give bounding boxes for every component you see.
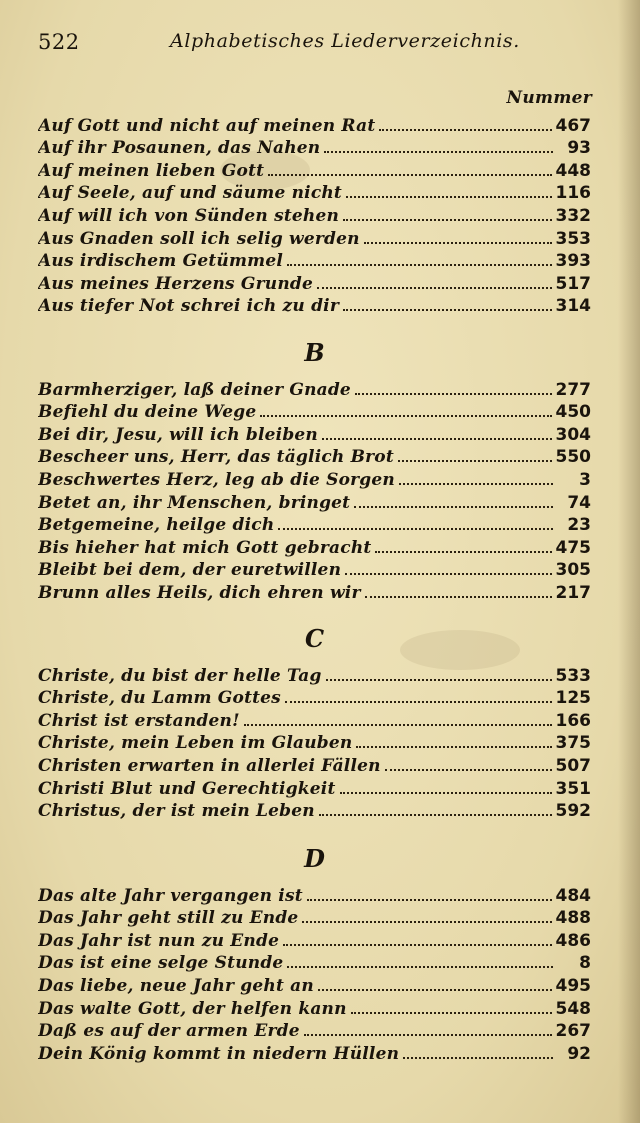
index-entry xyxy=(38,928,591,951)
index-entry xyxy=(38,558,591,581)
hymn-number: 495 xyxy=(555,975,591,996)
leader-dots xyxy=(351,1012,552,1014)
hymn-title: Bleibt bei dem, der euretwillen xyxy=(38,560,342,581)
index-entry xyxy=(38,951,591,974)
leader-dots xyxy=(318,989,552,991)
index-entry xyxy=(38,467,591,490)
hymn-number: 548 xyxy=(555,998,591,1019)
hymn-number: 550 xyxy=(555,447,591,468)
hymn-number: 277 xyxy=(555,379,591,400)
hymn-number: 448 xyxy=(555,160,591,181)
hymn-number: 267 xyxy=(555,1021,591,1042)
hymn-title: Das ist eine selge Stunde xyxy=(38,953,284,974)
hymn-title: Bescheer uns, Herr, das täglich Brot xyxy=(38,447,394,468)
leader-dots xyxy=(343,309,552,311)
section-letter-b: B xyxy=(304,338,325,367)
hymn-title: Betgemeine, heilge dich xyxy=(38,515,275,536)
hymn-number: 375 xyxy=(555,733,591,754)
hymn-number: 92 xyxy=(567,1043,591,1064)
section-letter-d: D xyxy=(304,844,325,873)
hymn-title: Bis hieher hat mich Gott gebracht xyxy=(38,537,372,558)
index-entry xyxy=(38,226,591,249)
index-entry xyxy=(38,513,591,536)
hymn-title: Dein König kommt in niedern Hüllen xyxy=(38,1043,400,1064)
hymn-title: Auf Gott und nicht auf meinen Rat xyxy=(38,115,376,136)
leader-dots xyxy=(365,596,552,598)
hymn-number: 351 xyxy=(555,778,591,799)
hymn-title: Auf meinen lieben Gott xyxy=(38,160,265,181)
page-edge-shadow xyxy=(618,0,640,1123)
hymn-title: Das alte Jahr vergangen ist xyxy=(38,885,303,906)
leader-dots xyxy=(326,679,552,681)
hymn-title: Christen erwarten in allerlei Fällen xyxy=(38,755,381,776)
leader-dots xyxy=(385,769,552,771)
index-entry xyxy=(38,776,591,799)
hymn-number: 475 xyxy=(555,537,591,558)
index-entry xyxy=(38,731,591,754)
hymn-number: 125 xyxy=(555,688,591,709)
hymn-title: Aus meines Herzens Grunde xyxy=(38,273,314,294)
index-entry xyxy=(38,377,591,400)
index-entry xyxy=(38,294,591,317)
leader-dots xyxy=(285,701,552,703)
index-entry xyxy=(38,1019,591,1042)
hymn-title: Christus, der ist mein Leben xyxy=(38,801,315,822)
leader-dots xyxy=(283,944,551,946)
leader-dots xyxy=(399,483,553,485)
index-entry xyxy=(38,753,591,776)
section-c-entries xyxy=(38,663,591,821)
hymn-title: Christ ist erstanden! xyxy=(38,710,240,731)
hymn-number: 517 xyxy=(555,273,591,294)
hymn-number: 304 xyxy=(555,424,591,445)
section-a-entries xyxy=(38,113,591,316)
leader-dots xyxy=(287,966,553,968)
hymn-title: Brunn alles Heils, dich ehren wir xyxy=(38,582,361,603)
index-entry xyxy=(38,996,591,1019)
hymn-number: 74 xyxy=(567,492,591,513)
hymn-number: 332 xyxy=(555,205,591,226)
hymn-number: 116 xyxy=(555,183,591,204)
hymn-title: Das Jahr geht still zu Ende xyxy=(38,908,299,929)
hymn-title: Daß es auf der armen Erde xyxy=(38,1021,300,1042)
hymn-title: Aus irdischem Getümmel xyxy=(38,251,283,272)
hymn-number: 393 xyxy=(555,251,591,272)
index-entry xyxy=(38,136,591,159)
hymn-title: Christe, du Lamm Gottes xyxy=(38,688,281,709)
leader-dots xyxy=(364,242,552,244)
index-entry xyxy=(38,535,591,558)
hymn-title: Betet an, ihr Menschen, bringet xyxy=(38,492,351,513)
hymn-title: Christe, mein Leben im Glauben xyxy=(38,733,353,754)
hymn-number: 217 xyxy=(555,582,591,603)
index-entry xyxy=(38,400,591,423)
leader-dots xyxy=(268,174,551,176)
hymn-title: Das Jahr ist nun zu Ende xyxy=(38,930,280,951)
hymn-number: 486 xyxy=(555,930,591,951)
hymn-title: Aus tiefer Not schrei ich zu dir xyxy=(38,296,339,317)
leader-dots xyxy=(375,551,551,553)
index-entry xyxy=(38,883,591,906)
hymn-title: Auf ihr Posaunen, das Nahen xyxy=(38,138,321,159)
hymn-number: 8 xyxy=(579,953,591,974)
index-entry xyxy=(38,271,591,294)
hymn-title: Auf will ich von Sünden stehen xyxy=(38,205,340,226)
hymn-title: Christi Blut und Gerechtigkeit xyxy=(38,778,336,799)
index-entry xyxy=(38,906,591,929)
page-header xyxy=(38,30,592,64)
leader-dots xyxy=(398,460,552,462)
hymn-number: 484 xyxy=(555,885,591,906)
leader-dots xyxy=(324,151,553,153)
index-entry xyxy=(38,663,591,686)
index-entry xyxy=(38,686,591,709)
leader-dots xyxy=(403,1057,553,1059)
index-entry xyxy=(38,422,591,445)
index-entry xyxy=(38,445,591,468)
hymn-number: 93 xyxy=(567,138,591,159)
hymn-number: 3 xyxy=(579,469,591,490)
leader-dots xyxy=(304,1034,552,1036)
running-title: Alphabetisches Liederverzeichnis. xyxy=(170,30,520,52)
hymn-title: Befiehl du deine Wege xyxy=(38,402,257,423)
index-entry xyxy=(38,1041,591,1064)
hymn-number: 23 xyxy=(567,515,591,536)
column-heading-number: Nummer xyxy=(506,88,592,108)
hymn-number: 533 xyxy=(555,665,591,686)
hymn-title: Aus Gnaden soll ich selig werden xyxy=(38,228,360,249)
hymn-number: 166 xyxy=(555,710,591,731)
leader-dots xyxy=(354,506,553,508)
leader-dots xyxy=(319,814,552,816)
hymn-number: 507 xyxy=(555,755,591,776)
hymn-title: Christe, du bist der helle Tag xyxy=(38,665,322,686)
hymn-title: Das walte Gott, der helfen kann xyxy=(38,998,347,1019)
leader-dots xyxy=(260,415,551,417)
leader-dots xyxy=(343,219,551,221)
hymn-title: Das liebe, neue Jahr geht an xyxy=(38,975,314,996)
leader-dots xyxy=(345,573,551,575)
section-d-entries xyxy=(38,883,591,1064)
leader-dots xyxy=(379,129,551,131)
leader-dots xyxy=(244,724,552,726)
section-b-entries xyxy=(38,377,591,603)
index-entry xyxy=(38,490,591,513)
index-entry xyxy=(38,580,591,603)
leader-dots xyxy=(356,746,551,748)
leader-dots xyxy=(346,196,552,198)
index-entry xyxy=(38,113,591,136)
leader-dots xyxy=(322,438,552,440)
hymn-title: Bei dir, Jesu, will ich bleiben xyxy=(38,424,318,445)
index-entry xyxy=(38,799,591,822)
hymn-title: Auf Seele, auf und säume nicht xyxy=(38,183,342,204)
section-letter-c: C xyxy=(304,624,325,653)
hymn-number: 305 xyxy=(555,560,591,581)
index-entry xyxy=(38,181,591,204)
leader-dots xyxy=(340,792,552,794)
leader-dots xyxy=(355,393,552,395)
hymn-number: 353 xyxy=(555,228,591,249)
index-entry xyxy=(38,708,591,731)
page-number: 522 xyxy=(38,30,80,54)
hymn-number: 314 xyxy=(555,296,591,317)
leader-dots xyxy=(307,899,552,901)
index-entry xyxy=(38,158,591,181)
leader-dots xyxy=(287,264,552,266)
hymn-number: 592 xyxy=(555,801,591,822)
index-entry xyxy=(38,973,591,996)
hymn-title: Barmherziger, laß deiner Gnade xyxy=(38,379,351,400)
hymn-number: 467 xyxy=(555,115,591,136)
leader-dots xyxy=(302,921,551,923)
leader-dots xyxy=(278,528,553,530)
index-entry xyxy=(38,249,591,272)
hymn-title: Beschwertes Herz, leg ab die Sorgen xyxy=(38,469,395,490)
hymn-number: 450 xyxy=(555,402,591,423)
leader-dots xyxy=(317,287,551,289)
hymn-number: 488 xyxy=(555,908,591,929)
index-entry xyxy=(38,203,591,226)
